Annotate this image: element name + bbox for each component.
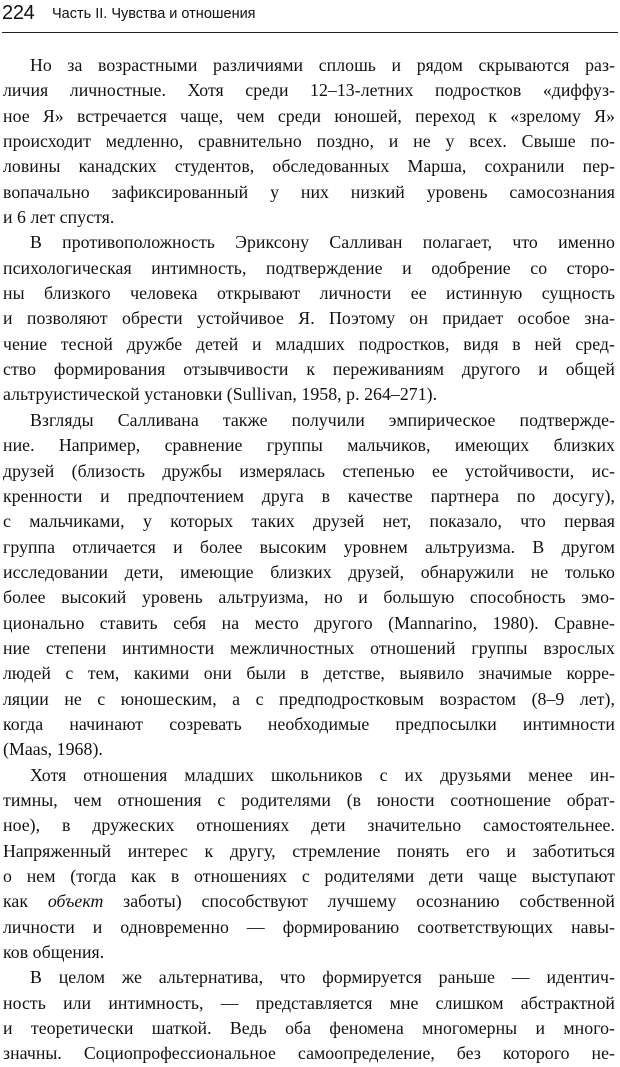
text-line: с мальчиками, у которых таких друзей нет, показало, что первая [3, 511, 615, 532]
text-line: и теоретически шаткой. Ведь оба феномена многомерны и много- [3, 1018, 615, 1039]
text-line: ков общения. [3, 942, 105, 963]
text-line: ное Я» встречается чаще, чем среди юношей, переход к «зрелому Я» [3, 105, 615, 126]
text-line: исследовании дети, имеющие близких друзей, обнаружили не только [3, 561, 615, 582]
text-line: В противоположность Эриксону Салливан полагает, что именно [30, 232, 615, 253]
text-line: ность или интимность, — представляется мне слишком абстрактной [3, 992, 615, 1013]
text-line-with-emphasis [3, 889, 615, 914]
text-line: ние степени интимности межличностных отношений группы взрослых [3, 637, 615, 658]
text-line: и 6 лет спустя. [3, 207, 115, 228]
header-rule [2, 32, 618, 33]
text-line: личности и одновременно — формированию соответствующих навы- [3, 916, 615, 937]
text-line: ционально ставить себя на место другого (Mannarino, 1980). Сравне- [3, 612, 615, 633]
text-line: друзей (близость дружбы измерялась степенью ее устойчивости, ис- [3, 460, 615, 481]
text-line: Хотя отношения младших школьников с их друзьями менее ин- [30, 764, 615, 785]
text-line: ное), в дружеских отношениях дети значительно самостоятельнее. [3, 815, 615, 836]
text-line: ны близкого человека открывают личности ее истинную сущность [3, 283, 615, 304]
text-line: и позволяют обрести устойчивое Я. Поэтому он придает особое зна- [3, 308, 615, 329]
text-line: тимны, чем отношения с родителями (в юности соотношение обрат- [3, 789, 615, 810]
text-line: психологическая интимность, подтверждение и одобрение со сторо- [3, 257, 615, 278]
text-line: Но за возрастными различиями сплошь и рядом скрываются раз- [30, 55, 615, 75]
emphasized-word: объект [47, 891, 104, 912]
text-fragment: как [3, 891, 48, 912]
page-number: 224 [2, 2, 35, 24]
text-line: вопачально зафиксированный у них низкий уровень самосознания [3, 181, 615, 202]
text-line: ляции не с юношеским, а с предподростковым возрастом (8–9 лет), [3, 688, 615, 709]
text-line: ство формирования отзывчивости к переживаниям другого и общей [3, 359, 615, 380]
text-line: более высокий уровень альтруизма, но и большую способность эмо- [3, 587, 615, 608]
text-line: кренности и предпочтением друга в качестве партнера по досугу), [3, 485, 615, 506]
text-line: Взгляды Салливана также получили эмпирическое подтвержде- [30, 409, 615, 430]
text-line: значны. Социопрофессиональное самоопределение, без которого не- [3, 1043, 615, 1064]
text-line: Напряженный интерес к другу, стремление понять его и заботиться [3, 840, 615, 861]
page-header [2, 2, 616, 28]
text-line: происходит медленно, сравнительно поздно, и не у всех. Свыше по- [3, 131, 615, 152]
text-line: (Maas, 1968). [3, 739, 103, 760]
text-line: чение тесной дружбе детей и младших подростков, видя в ней сред- [3, 333, 615, 354]
text-line: когда начинают созревать необходимые предпосылки интимности [3, 713, 615, 734]
running-head: Часть II. Чувства и отношения [52, 6, 256, 22]
body-text [3, 53, 615, 1067]
text-line: ловины канадских студентов, обследованных Марша, сохранили пер- [3, 156, 615, 177]
text-line: личия личностные. Хотя среди 12–13-летних подростков «диффуз- [3, 80, 615, 101]
text-line: группа отличается и более высоким уровнем альтруизма. В другом [3, 536, 615, 557]
text-line: В целом же альтернатива, что формируется раньше — идентич- [30, 967, 615, 988]
text-line: альтруистической установки (Sullivan, 1958, p. 264–271). [3, 384, 438, 405]
text-fragment: заботы) способствуют лучшему осознанию собственной [103, 891, 615, 912]
text-line: о нем (тогда как в отношениях с родителями дети чаще выступают [3, 866, 615, 886]
text-line: ние. Например, сравнение группы мальчиков, имеющих близких [3, 435, 615, 456]
text-line: людей с тем, какими они были в детстве, выявило значимые корре- [3, 663, 615, 684]
